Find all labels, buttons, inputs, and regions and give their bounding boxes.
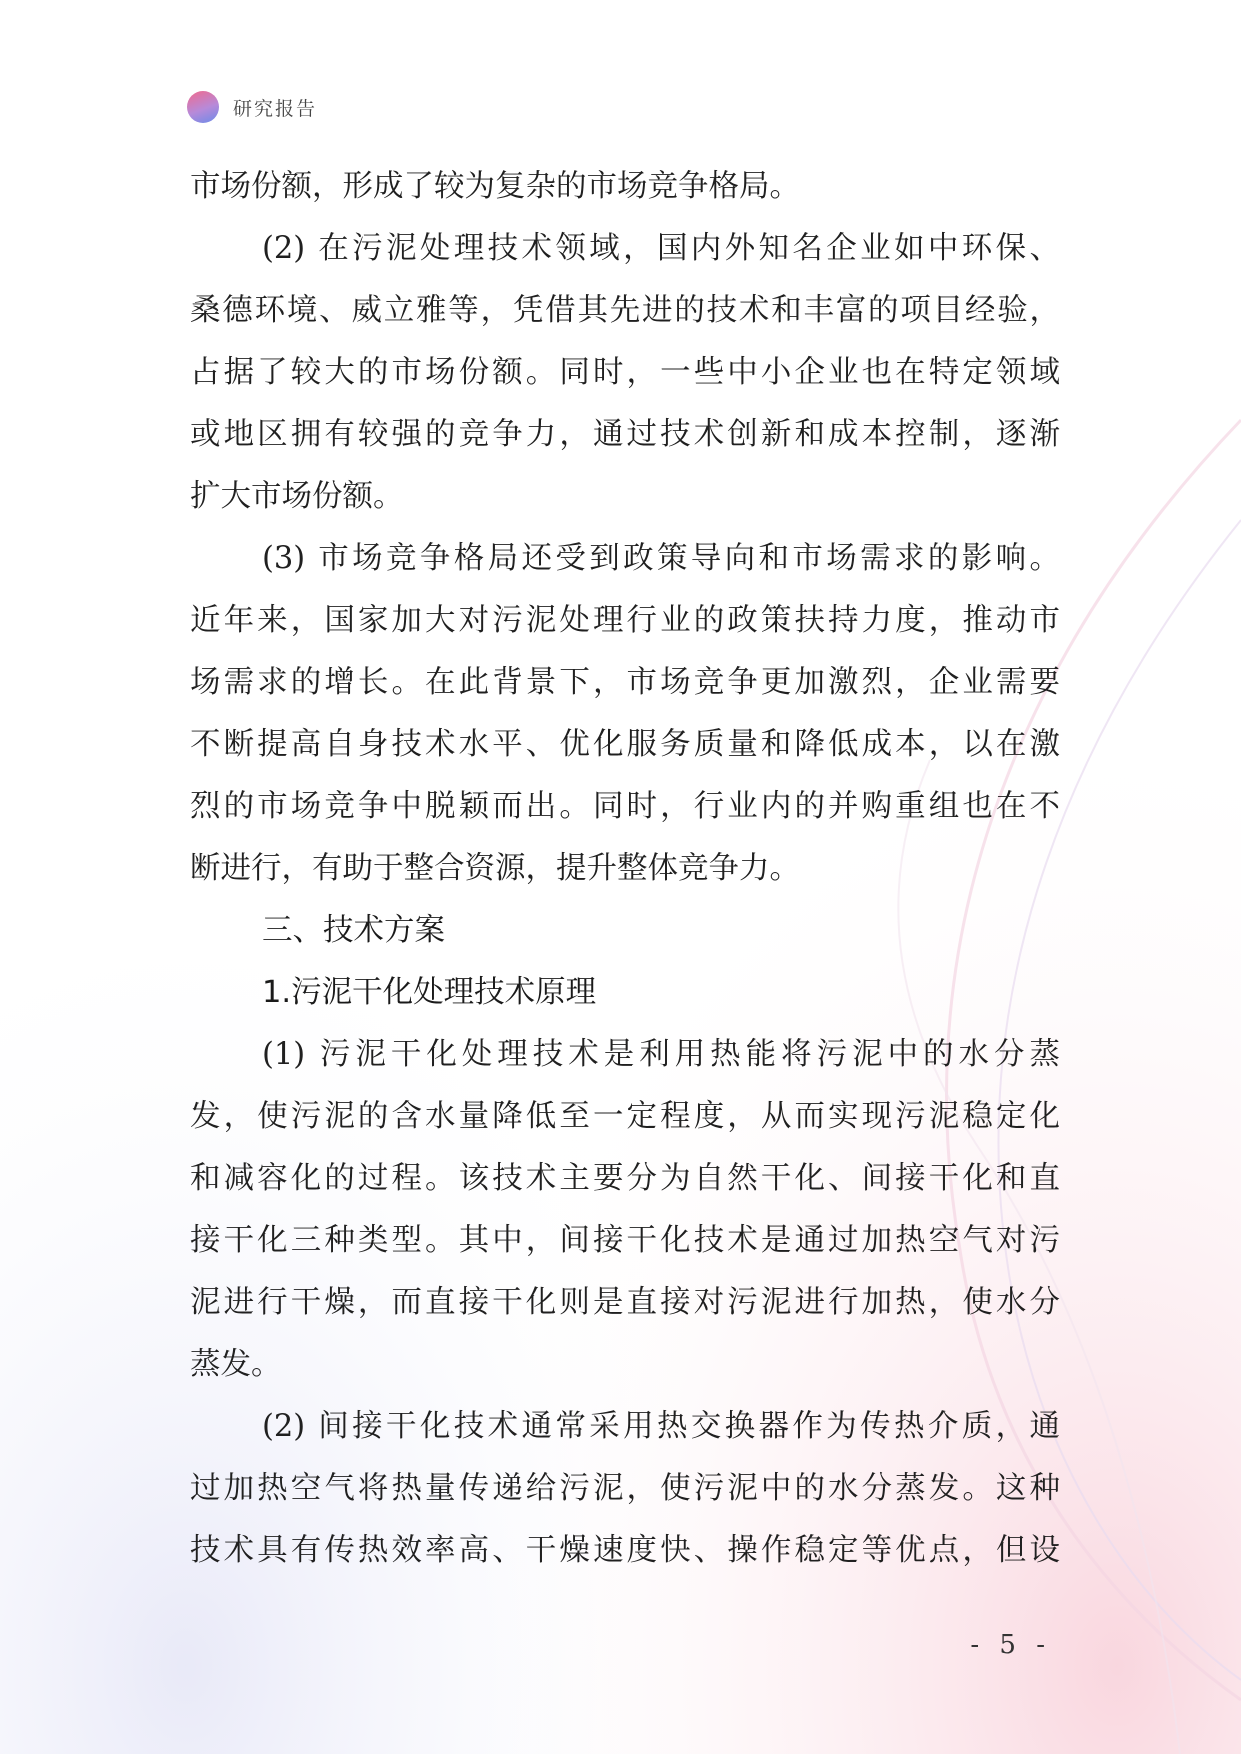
text-line: 市场份额，形成了较为复杂的市场竞争格局。 [190, 169, 800, 204]
paragraph [190, 1396, 1060, 1582]
page-number: - 5 - [970, 1630, 1051, 1660]
text-line: 断进行，有助于整合资源，提升整体竞争力。 [190, 851, 800, 886]
paragraph [190, 156, 1060, 218]
text-line: 场需求的增长。在此背景下，市场竞争更加激烈，企业需要 [190, 665, 1060, 700]
text-line: 烈的市场竞争中脱颖而出。同时，行业内的并购重组也在不 [190, 789, 1060, 824]
paragraph [190, 1024, 1060, 1396]
paragraph [190, 528, 1060, 900]
text-line: 接干化三种类型。其中，间接干化技术是通过加热空气对污 [190, 1223, 1060, 1258]
text-line: (2) 在污泥处理技术领域，国内外知名企业如中环保、 [262, 231, 1060, 266]
text-line: 发，使污泥的含水量降低至一定程度，从而实现污泥稳定化 [190, 1099, 1060, 1134]
text-line: 或地区拥有较强的竞争力，通过技术创新和成本控制，逐渐 [190, 417, 1060, 452]
text-line: (3) 市场竞争格局还受到政策导向和市场需求的影响。 [262, 541, 1060, 576]
text-line: 占据了较大的市场份额。同时，一些中小企业也在特定领域 [190, 355, 1060, 390]
text-line: 泥进行干燥，而直接干化则是直接对污泥进行加热，使水分 [190, 1285, 1060, 1320]
text-line: (1) 污泥干化处理技术是利用热能将污泥中的水分蒸 [262, 1037, 1060, 1072]
section-heading: 三、技术方案 [262, 913, 445, 948]
text-line: 不断提高自身技术水平、优化服务质量和降低成本，以在激 [190, 727, 1060, 762]
text-line: 过加热空气将热量传递给污泥，使污泥中的水分蒸发。这种 [190, 1471, 1060, 1506]
page-header [187, 90, 317, 124]
text-line: (2) 间接干化技术通常采用热交换器作为传热介质，通 [262, 1409, 1060, 1444]
text-line: 近年来，国家加大对污泥处理行业的政策扶持力度，推动市 [190, 603, 1060, 638]
logo-circle-icon [187, 91, 219, 123]
subsection-heading: 1.污泥干化处理技术原理 [262, 975, 597, 1010]
document-body [190, 156, 1060, 1582]
text-line: 桑德环境、威立雅等，凭借其先进的技术和丰富的项目经验， [190, 293, 1060, 328]
text-line: 蒸发。 [190, 1347, 282, 1382]
header-title: 研究报告 [233, 97, 318, 120]
paragraph [190, 218, 1060, 528]
text-line: 技术具有传热效率高、干燥速度快、操作稳定等优点，但设 [190, 1533, 1060, 1568]
text-line: 扩大市场份额。 [190, 479, 404, 514]
text-line: 和减容化的过程。该技术主要分为自然干化、间接干化和直 [190, 1161, 1060, 1196]
